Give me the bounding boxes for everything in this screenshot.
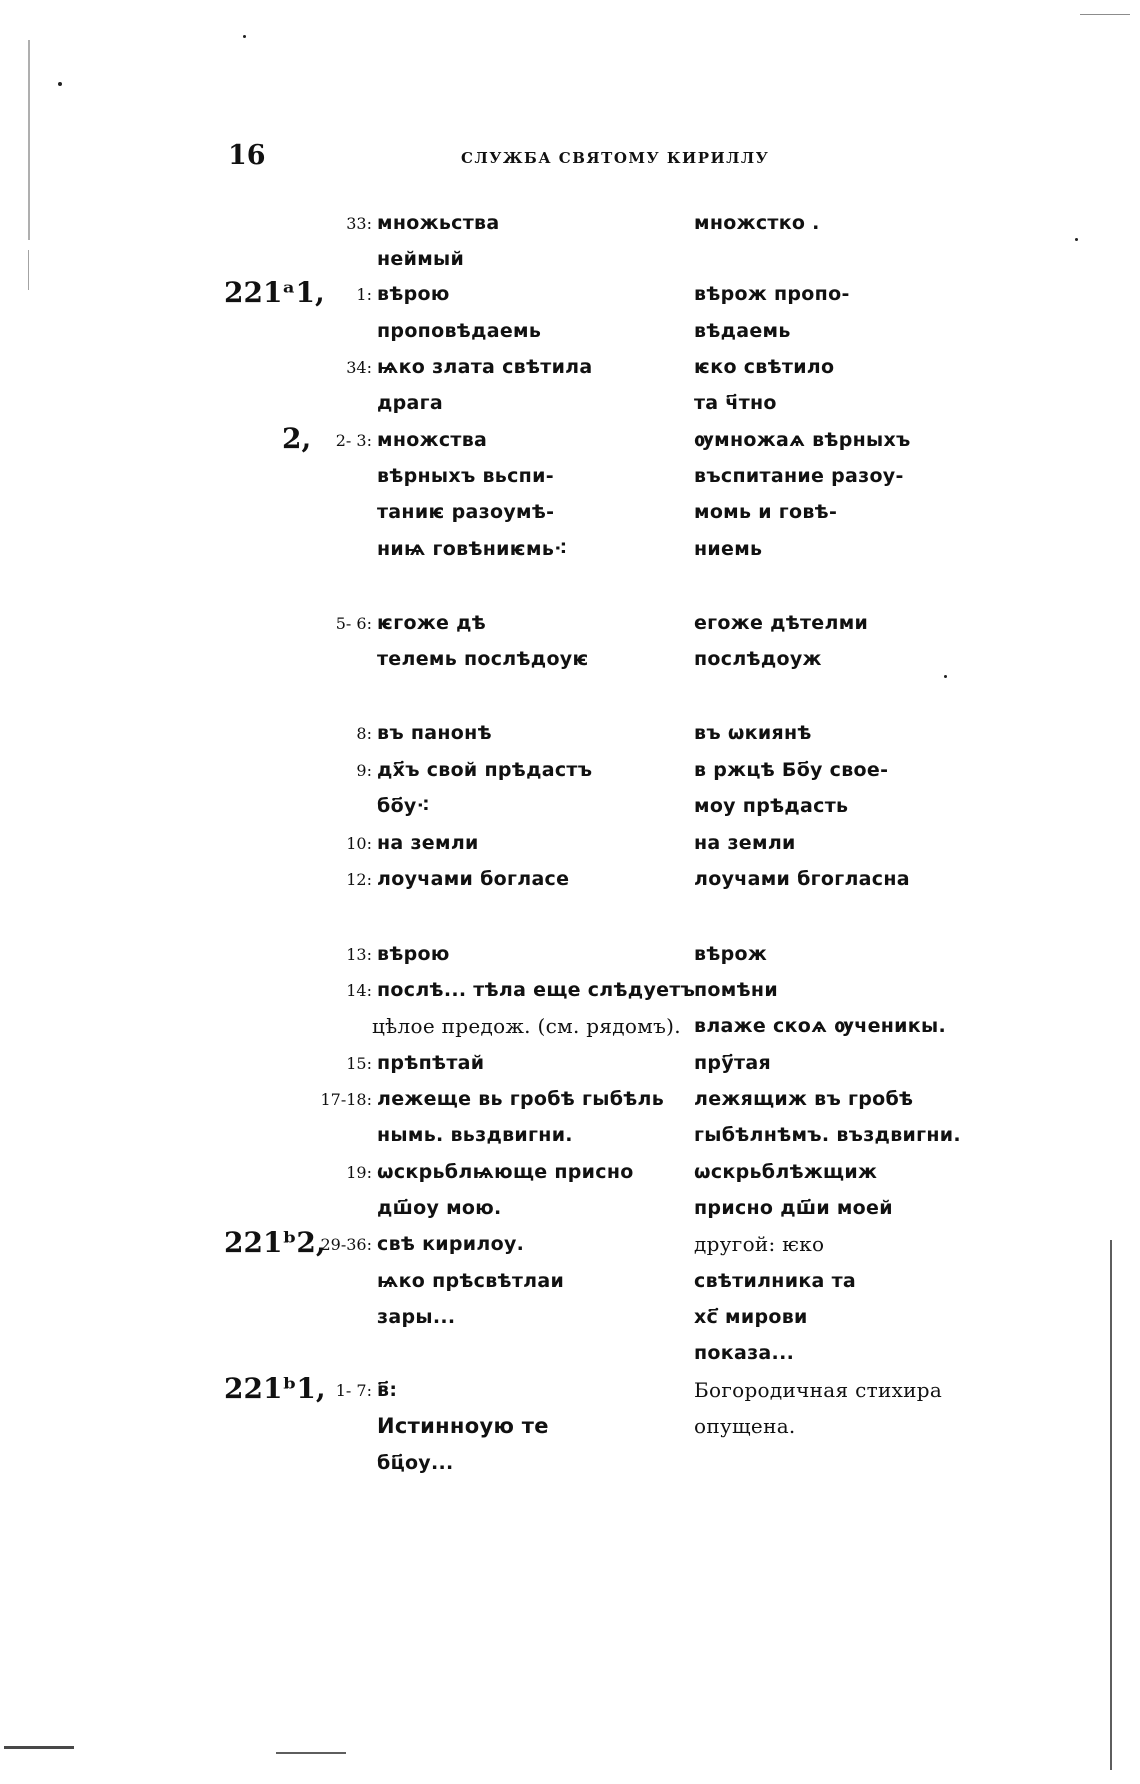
table-row — [0, 1445, 1140, 1481]
running-title: СЛУЖБА СВЯТОМУ КИРИЛЛУ — [461, 149, 770, 167]
original-reading: множства — [377, 429, 488, 451]
line-number: 10: — [346, 834, 372, 853]
original-reading: вѣрою — [377, 943, 450, 965]
table-row — [0, 752, 1140, 788]
variant-reading: момь и говѣ- — [694, 501, 838, 523]
variant-reading: хс҃ мирови — [694, 1306, 808, 1328]
table-row — [0, 1117, 1140, 1153]
original-reading: нымь. вьздвигни. — [377, 1124, 573, 1146]
original-reading: въ панонѣ — [377, 722, 492, 744]
original-reading: Истинноую те — [377, 1414, 549, 1438]
table-row — [0, 1372, 1140, 1408]
variant-reading: ѥко свѣтило — [694, 356, 835, 378]
line-number: 29-36: — [320, 1235, 372, 1254]
line-number: 9: — [356, 761, 372, 780]
table-row — [0, 531, 1140, 567]
original-reading: лежеще вь гробѣ гыбѣль — [377, 1088, 665, 1110]
variant-reading: лежящиж въ гробѣ — [694, 1088, 914, 1110]
variant-reading: гыбѣлнѣмъ. въздвигни. — [694, 1124, 961, 1146]
original-reading: бо҃у⁖ — [377, 795, 430, 817]
table-row — [0, 241, 1140, 277]
variant-reading: ниемь — [694, 538, 763, 560]
variant-reading: свѣтилника та — [694, 1270, 857, 1292]
line-number: 8: — [356, 724, 372, 743]
table-row — [0, 205, 1140, 241]
table-row — [0, 1190, 1140, 1226]
table-row — [0, 641, 1140, 677]
table-row — [0, 1408, 1140, 1444]
table-row — [0, 1045, 1140, 1081]
original-reading: таниѥ разоумѣ- — [377, 501, 555, 523]
table-row — [0, 422, 1140, 458]
line-number: 1- 7: — [335, 1381, 372, 1400]
line-number: 33: — [346, 214, 372, 233]
original-reading: бц҃оу... — [377, 1452, 454, 1474]
line-number: 5- 6: — [335, 614, 372, 633]
table-row — [0, 825, 1140, 861]
variant-reading: ѹмножаѧ вѣрныхъ — [694, 429, 911, 451]
line-number: 12: — [346, 870, 372, 889]
table-row — [0, 1299, 1140, 1335]
original-reading: неймый — [377, 248, 465, 270]
variant-reading: Богородичная стихира — [694, 1378, 943, 1402]
table-row — [0, 972, 1140, 1008]
original-reading: ѥгоже дѣ — [377, 612, 487, 634]
table-row — [0, 788, 1140, 824]
table-row — [0, 1263, 1140, 1299]
line-number: 34: — [346, 358, 372, 377]
variant-reading: лоучами бгогласна — [694, 868, 910, 890]
line-number: 14: — [346, 981, 372, 1000]
scan-speck — [243, 35, 246, 38]
variant-reading: вѣрож — [694, 943, 768, 965]
variant-reading: та ч҃тно — [694, 392, 777, 414]
table-row — [0, 1154, 1140, 1190]
original-reading: дх҃ъ свой прѣдастъ — [377, 759, 593, 781]
variant-reading: другой: ѥко — [694, 1232, 825, 1256]
original-reading: послѣ... тѣла еще слѣдуетъ — [377, 979, 696, 1001]
table-row — [0, 458, 1140, 494]
variant-reading: помѣни — [694, 979, 778, 1001]
original-reading: проповѣдаемь — [377, 320, 542, 342]
folio-reference: 2, — [282, 422, 312, 455]
original-reading: ѩко прѣсвѣтлаи — [377, 1270, 565, 1292]
variant-reading: послѣдоуж — [694, 648, 822, 670]
original-reading: ѡскрьблѩюще присно — [377, 1161, 634, 1183]
line-number: 17-18: — [320, 1090, 372, 1109]
variant-reading: в ржцѣ Бо҃у свое- — [694, 759, 889, 781]
original-reading: зары... — [377, 1306, 456, 1328]
line-number: 2- 3: — [335, 431, 372, 450]
variant-reading: въ ѡкиянѣ — [694, 722, 812, 744]
line-number: 13: — [346, 945, 372, 964]
table-row — [0, 1081, 1140, 1117]
original-reading: телемь послѣдоуѥ — [377, 648, 589, 670]
table-row — [0, 715, 1140, 751]
table-row — [0, 494, 1140, 530]
page-number: 16 — [228, 140, 266, 171]
scan-speck — [58, 82, 62, 86]
original-reading: на земли — [377, 832, 479, 854]
folio-reference: 221ᵃ1, — [224, 276, 325, 309]
variant-reading: ѡскрьблѣжщиж — [694, 1161, 878, 1183]
table-row — [0, 349, 1140, 385]
table-row — [0, 605, 1140, 641]
table-row — [0, 276, 1140, 312]
table-row — [0, 1335, 1140, 1371]
variant-reading: егоже дѣтелми — [694, 612, 869, 634]
original-reading: вѣрою — [377, 283, 450, 305]
variant-reading: вѣдаемь — [694, 320, 791, 342]
variant-reading: вѣрож пропо- — [694, 283, 850, 305]
table-row — [0, 936, 1140, 972]
original-reading: дш҃оу мою. — [377, 1197, 502, 1219]
original-reading: множьства — [377, 212, 500, 234]
table-row — [0, 1008, 1140, 1044]
bottom-left-scan-mark — [4, 1746, 74, 1749]
variant-reading: опущена. — [694, 1414, 796, 1438]
original-reading: лоучами богласе — [377, 868, 570, 890]
line-number: 15: — [346, 1054, 372, 1073]
table-row — [0, 313, 1140, 349]
original-reading: в҃: — [377, 1379, 398, 1401]
line-number: 19: — [346, 1163, 372, 1182]
table-row — [0, 385, 1140, 421]
variant-reading: пру҃тая — [694, 1052, 771, 1074]
folio-reference: 221ᵇ2, — [224, 1226, 326, 1259]
original-reading: ниѩ говѣниѥмь⁖ — [377, 538, 568, 560]
bottom-center-scan-mark — [276, 1752, 346, 1754]
variant-reading: на земли — [694, 832, 796, 854]
line-number: 1: — [356, 285, 372, 304]
top-right-scan-mark — [1080, 14, 1130, 15]
original-reading: вѣрныхъ вьспи- — [377, 465, 554, 487]
original-reading: цѣлое предож. (см. рядомъ). — [372, 1014, 681, 1038]
table-row — [0, 1226, 1140, 1262]
variant-reading: въспитание разоу- — [694, 465, 904, 487]
variant-reading: влаже скоѧ ѹченикы. — [694, 1015, 946, 1037]
variant-reading: присно дш҃и моей — [694, 1197, 893, 1219]
variant-reading: множстко . — [694, 212, 820, 234]
table-row — [0, 861, 1140, 897]
folio-reference: 221ᵇ1, — [224, 1372, 326, 1405]
variant-reading: показа... — [694, 1342, 795, 1364]
page-header — [228, 140, 788, 180]
original-reading: свѣ кирилоу. — [377, 1233, 525, 1255]
original-reading: прѣпѣтай — [377, 1052, 485, 1074]
original-reading: драга — [377, 392, 444, 414]
variant-reading: моу прѣдасть — [694, 795, 849, 817]
original-reading: ѩко злата свѣтила — [377, 356, 593, 378]
